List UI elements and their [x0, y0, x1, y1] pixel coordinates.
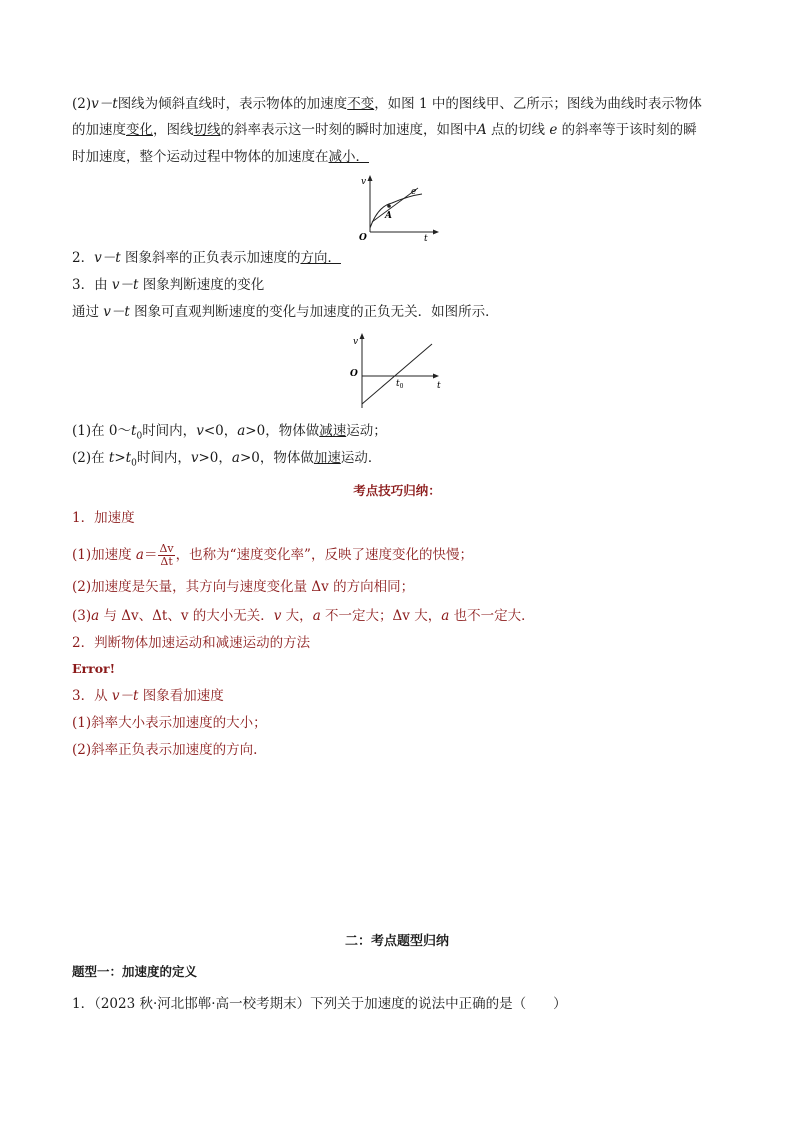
tips-s2: 2．判断物体加速运动和减速运动的方法: [72, 635, 311, 651]
figure-vt-curve: [356, 172, 446, 242]
item-2: 2．v－t 图象斜率的正负表示加速度的方向．: [72, 250, 341, 266]
fig2-v-arrow: [360, 333, 365, 339]
fig1-e-label: e: [411, 187, 417, 197]
item-3: 3．由 v－t 图象判断速度的变化: [72, 277, 265, 293]
para-line-3: 时加速度，整个运动过程中物体的加速度在减小．: [72, 149, 369, 165]
para-line-1: (2)v－t图线为倾斜直线时，表示物体的加速度不变，如图 1 中的图线甲、乙所示；图线为曲线时表示物体: [72, 96, 702, 112]
case-1: (1)在 $0\sim t_0$时间内，v<0，a>0，物体做减速运动；: [72, 423, 387, 442]
tips-q1: (1)斜率大小表示加速度的大小；: [72, 715, 267, 731]
tips-q2: (2)斜率正负表示加速度的方向.: [72, 742, 258, 758]
figure-vt-line: [346, 330, 446, 412]
fig1-t-arrow: [433, 230, 439, 235]
fraction-dv-dt: $\frac{\Delta v}{\Delta t}$: [159, 542, 174, 568]
fig1-point-a: [387, 204, 391, 208]
fig2-origin-label: O: [350, 369, 358, 379]
fig2-t-arrow: [433, 374, 439, 379]
item-3-desc: 通过 v－t 图象可直观判断速度的变化与加速度的正负无关．如图所示．: [72, 304, 499, 320]
fig1-v-label: v: [361, 177, 367, 187]
tips-error: Error!: [72, 661, 116, 676]
tips-p1: (1)加速度 a＝ $\frac{\Delta v}{\Delta t}$ ，也称为“速度变化率”，反映了速度变化的快慢；: [72, 542, 473, 568]
para-line-2: 的加速度变化，图线切线的斜率表示这一时刻的瞬时加速度，如图中A 点的切线 e 的斜率等于该时刻的瞬: [72, 122, 697, 138]
question-1: 1．（2023 秋·河北邯郸·高一校考期末）下列关于加速度的说法中正确的是（ ）: [72, 996, 567, 1012]
section-title: 二：考点题型归纳: [344, 934, 449, 949]
question-type-heading: 题型一：加速度的定义: [72, 964, 198, 979]
tips-p2: (2)加速度是矢量，其方向与速度变化量 Δv 的方向相同；: [72, 579, 415, 595]
tips-s1: 1．加速度: [72, 510, 135, 526]
fig1-origin-label: O: [359, 233, 367, 242]
fig1-t-label: t: [424, 234, 428, 242]
tips-heading: 考点技巧归纳：: [353, 483, 441, 498]
fig2-t0-label: $t_0$: [396, 379, 404, 390]
fig1-v-arrow: [368, 175, 373, 181]
fig2-t-label: t: [437, 381, 441, 391]
tips-p3: (3)a 与 Δv、Δt、v 的大小无关．v 大，a 不一定大；Δv 大，a 也不一定大．: [72, 608, 535, 624]
fig1-a-label: A: [385, 211, 392, 221]
fig1-curve: [370, 194, 422, 228]
tips-s3: 3．从 v－t 图象看加速度: [72, 688, 224, 704]
case-2: (2)在 $t>t_0$时间内，v>0，a>0，物体做加速运动．: [72, 450, 382, 469]
fig2-v-label: v: [353, 337, 359, 347]
fig2-vt-line: [362, 344, 432, 404]
